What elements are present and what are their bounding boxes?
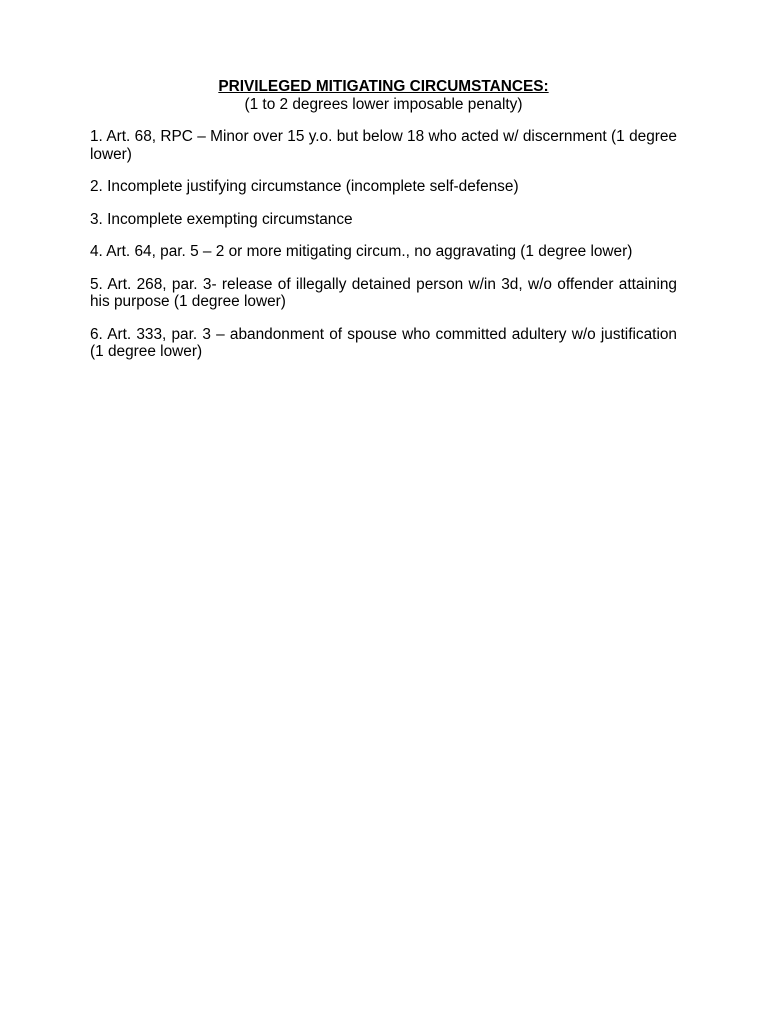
document-page	[90, 78, 677, 376]
list-item: 4. Art. 64, par. 5 – 2 or more mitigating circum., no aggravating (1 degree lower)	[90, 243, 633, 260]
list-item: 3. Incomplete exempting circumstance	[90, 210, 353, 228]
list-item: 5. Art. 268, par. 3- release of illegally detained person w/in 3d, w/o offender attaining his purpose (1 degree lower)	[90, 275, 677, 310]
list-item: 1. Art. 68, RPC – Minor over 15 y.o. but below 18 who acted w/ discernment (1 degree lower)	[90, 128, 677, 163]
list-item: 2. Incomplete justifying circumstance (incomplete self-defense)	[90, 178, 519, 195]
list-item: 6. Art. 333, par. 3 – abandonment of spouse who committed adultery w/o justification (1 degree lower)	[90, 325, 677, 360]
document-title: PRIVILEGED MITIGATING CIRCUMSTANCES:	[218, 78, 549, 95]
document-subtitle: (1 to 2 degrees lower imposable penalty)	[244, 95, 523, 113]
